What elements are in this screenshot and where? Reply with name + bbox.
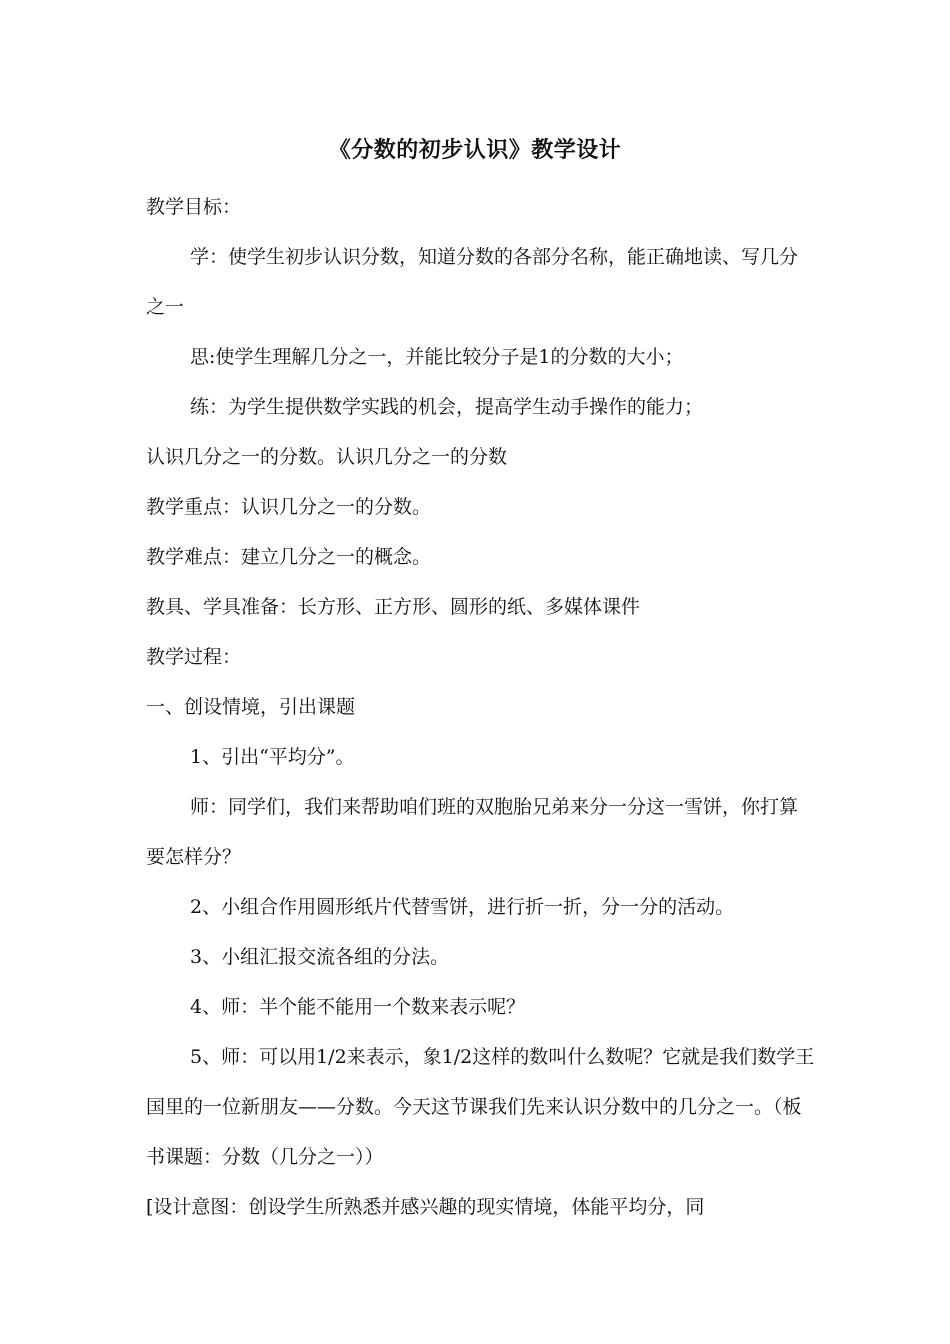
paragraph-key-point: 教学重点：认识几分之一的分数。: [146, 496, 432, 518]
section-heading-part-one: 一、创设情境，引出课题: [146, 696, 356, 718]
section-heading-objectives: 教学目标：: [146, 196, 242, 218]
paragraph-design-intent: [设计意图：创设学生所熟悉并感兴趣的现实情境，体能平均分，同: [146, 1196, 705, 1218]
paragraph-step-3: 3、小组汇报交流各组的分法。: [190, 946, 450, 968]
paragraph-materials: 教具、学具准备：长方形、正方形、圆形的纸、多媒体课件: [146, 596, 641, 618]
section-heading-process: 教学过程：: [146, 646, 242, 668]
paragraph-teacher-question: 师：同学们，我们来帮助咱们班的双胞胎兄弟来分一分这一雪饼，你打算要怎样分？: [146, 796, 799, 868]
paragraph-step-1: 1、引出“平均分”。: [190, 746, 355, 768]
paragraph-objective-summary: 认识几分之一的分数。认识几分之一的分数: [146, 446, 508, 468]
paragraph-step-2: 2、小组合作用圆形纸片代替雪饼，进行折一折，分一分的活动。: [190, 896, 735, 918]
paragraph-step-5: 5、师：可以用1/2来表示，象1/2这样的数叫什么数呢？它就是我们数学王国里的一位新朋友——分数。今天这节课我们先来认识分数中的几分之一。（板书课题：分数（几分之一））: [146, 1046, 815, 1168]
paragraph-difficulty: 教学难点：建立几分之一的概念。: [146, 546, 432, 568]
paragraph-step-4: 4、师：半个能不能用一个数来表示呢？: [190, 996, 526, 1018]
paragraph-objective-learn: 学：使学生初步认识分数，知道分数的各部分名称，能正确地读、写几分之一: [146, 246, 799, 318]
document-body: [146, 182, 816, 1232]
paragraph-objective-think: 思:使学生理解几分之一，并能比较分子是1的分数的大小；: [190, 346, 684, 368]
paragraph-objective-practice: 练：为学生提供数学实践的机会，提高学生动手操作的能力；: [190, 396, 704, 418]
document-title: 《分数的初步认识》教学设计: [328, 137, 622, 163]
